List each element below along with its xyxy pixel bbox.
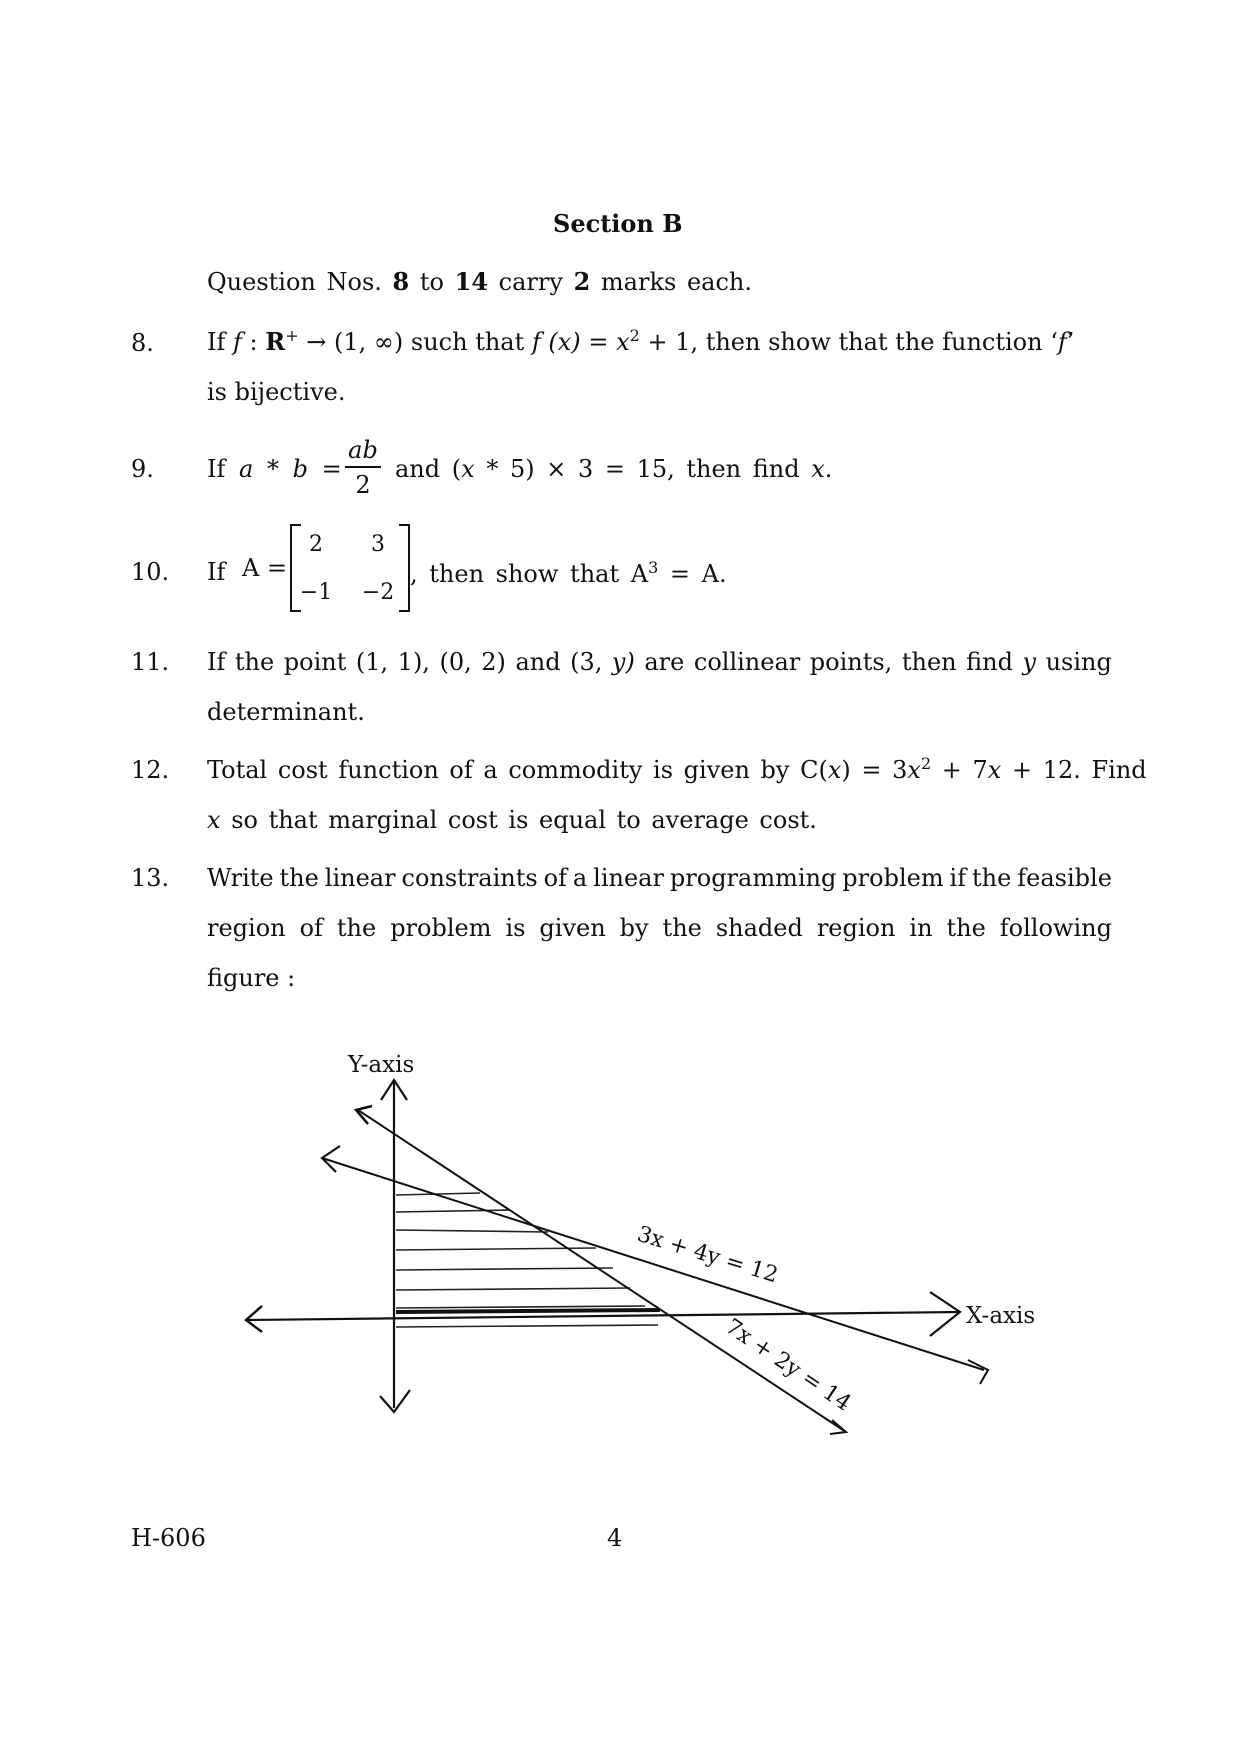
question-12-line-1: Total cost function of a commodity is given by $C(x) = 3x^2 + 7x + 12$. Find [207,754,1147,784]
section-title: Section B [553,209,683,238]
question-13-line-3: figure : [207,964,296,992]
matrix-cell: 3 [371,532,385,557]
x-axis-right-arrow-icon [930,1292,960,1336]
question-10-number: 10. [131,558,170,586]
question-9-fraction: ab 2 [345,436,381,499]
section-instructions: Question Nos. 8 to 14 carry 2 marks each. [207,267,752,296]
question-10-rest: , then show that $A^3 = A$. [410,558,727,588]
question-8-line-2: is bijective. [207,378,346,406]
y-axis-label: Y-axis [348,1052,415,1078]
question-9-number: 9. [131,455,154,483]
line-3x-4y-12-right-arrow-icon [968,1360,988,1384]
feasible-region-hatching [396,1193,658,1327]
paper-code: H-606 [131,1524,206,1552]
question-13-number: 13. [131,864,170,892]
matrix-cell: −2 [361,580,395,605]
matrix-cell: −1 [299,580,333,605]
page-number: 4 [607,1524,623,1552]
line-7x-2y-14-label: 7x + 2y = 14 [720,1314,856,1417]
line-3x-4y-12-label: 3x + 4y = 12 [634,1221,781,1289]
question-13-line-1: Write the linear constraints of a linear programming problem if the feasible [207,864,1112,892]
x-axis [248,1312,960,1320]
x-axis-label: X-axis [966,1303,1036,1329]
question-11-line-2: determinant. [207,698,365,726]
question-8-text: If f : R+ → (1, ∞) such that f $(x) = x^2 + 1$, then show that the function ‘f’ [207,326,1075,356]
question-9-rhs: and (x * 5) × 3 = 15, then find x. [395,455,833,483]
question-13-line-2: region of the problem is given by the shaded region in the following [207,914,1112,942]
matrix-cell: 2 [309,532,323,557]
question-10-a-equals: A = [242,554,288,582]
question-12-line-2: x so that marginal cost is equal to average cost. [207,806,817,834]
question-11-number: 11. [131,648,170,676]
x-axis-baseline-heavy [396,1310,660,1312]
question-11-line-1: If the point (1, 1), (0, 2) and (3, y) are collinear points, then find y using [207,648,1112,676]
question-10-if: If [207,558,226,586]
line-3x-4y-12 [322,1158,984,1370]
question-9-lhs: If a * b = [207,455,342,483]
question-12-number: 12. [131,756,170,784]
question-8-number: 8. [131,329,154,357]
